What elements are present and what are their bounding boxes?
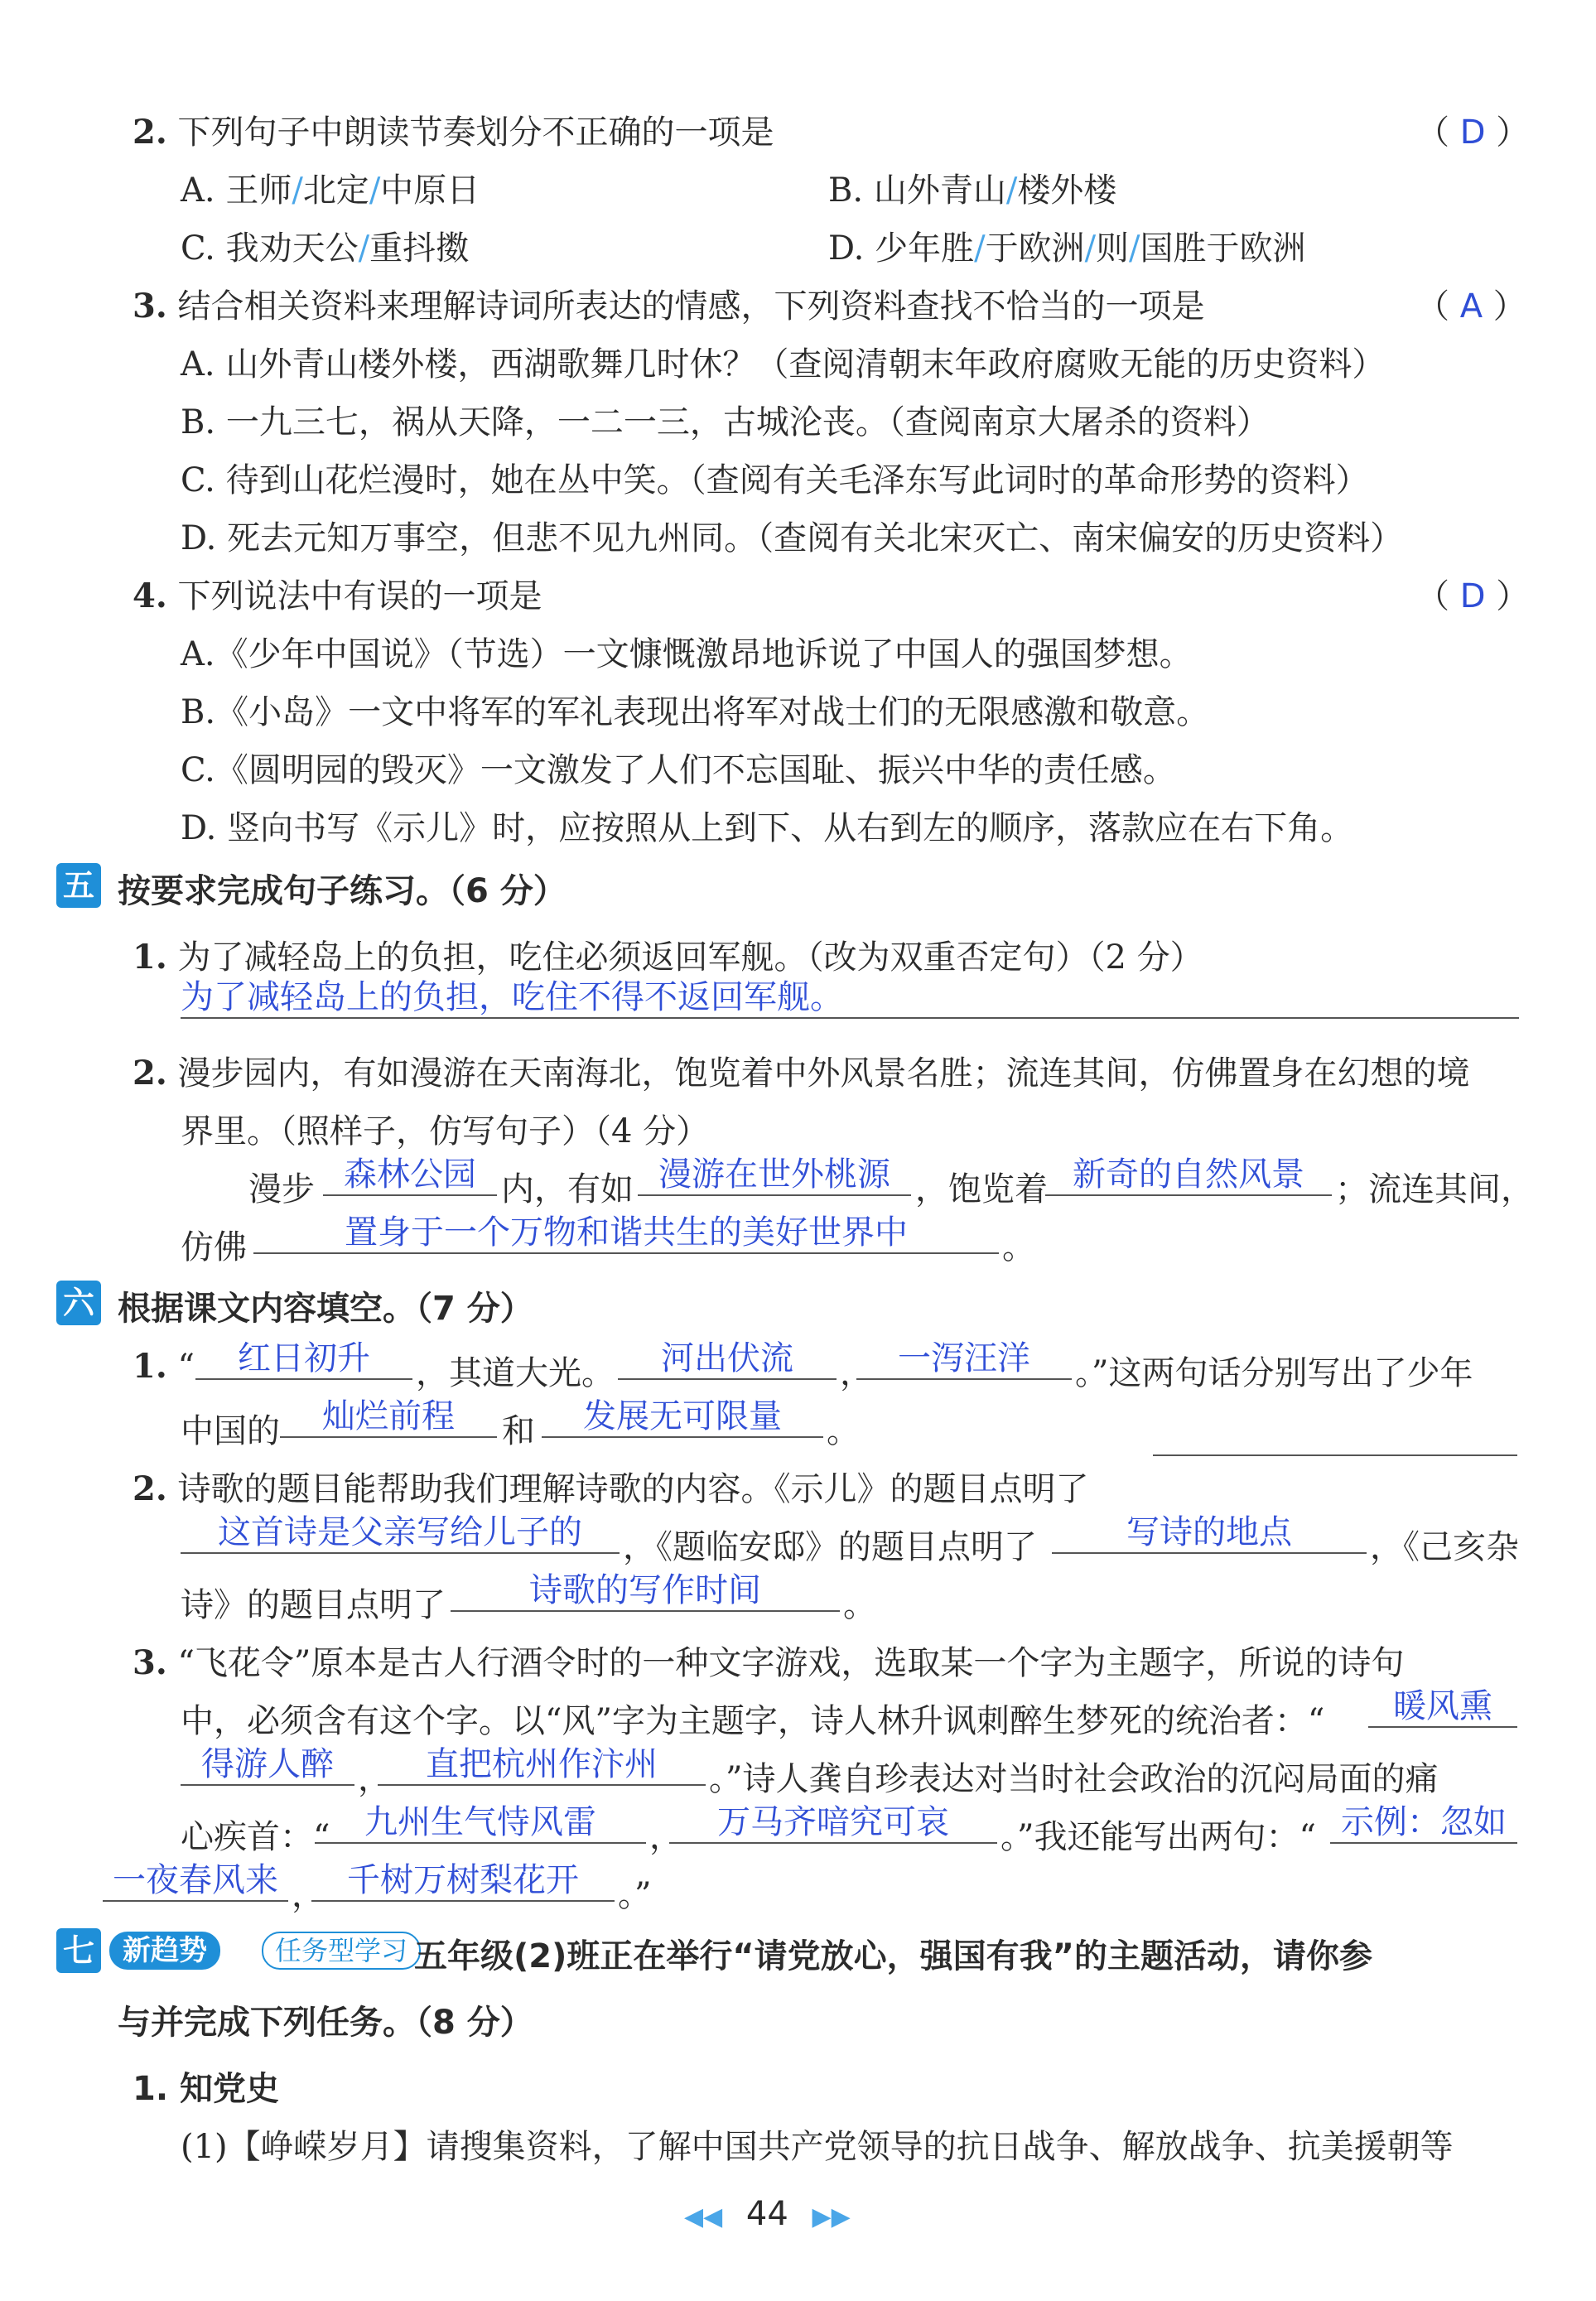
q3-option-c: C. 待到山花烂漫时，她在丛中笑。（查阅有关毛泽东写此词时的革命形势的资料） [181,461,1369,499]
s7-task-1: 1. 知党史 [133,2070,279,2108]
s6-q2-text-3: 诗》的题目点明了 [181,1586,446,1624]
s6-q3-blank-1a[interactable]: 暖风熏 [1368,1686,1517,1728]
q2-option-a: A. 王师/北定/中原日 [181,171,480,210]
s6-q3-text-2: 。”诗人龚自珍表达对当时社会政治的沉闷局面的痛 [709,1760,1439,1798]
s6-q3-text-7: 。” [618,1876,652,1914]
s6-q2-blank-2[interactable]: 写诗的地点 [1052,1512,1367,1554]
s5-q2-blank-2[interactable]: 漫游在世外桃源 [638,1155,911,1196]
q3-option-d: D. 死去元知万事空，但悲不见九州同。（查阅有关北宋灭亡、南宋偏安的历史资料） [181,519,1404,557]
q2-option-d: D. 少年胜/于欧洲/则/国胜于欧洲 [828,229,1306,268]
q3-option-b: B. 一九三七，祸从天降，一二一三，古城沦丧。（查阅南京大屠杀的资料） [181,403,1270,441]
q4-answer-paren: （ D ） [1416,577,1530,615]
s6-q1-blank-2[interactable]: 河出伏流 [618,1339,837,1380]
s6-q1-text-1: ，其道大光。 [416,1354,615,1392]
next-page-icon: ▶▶ [812,2202,851,2231]
s5-q1-answer: 为了减轻岛上的负担，吃住不得不返回军舰。 [181,978,843,1016]
s6-q1-num: 1. “ [133,1347,195,1386]
s6-q2-blank-1-tail[interactable] [1153,1454,1517,1456]
page-number-text: 44 [745,2195,788,2233]
s5-q2-prefix-3: ，饱览着 [915,1170,1048,1208]
s6-q3-text-3: 心疾首：“ [181,1818,330,1856]
section-5-title: 按要求完成句子练习。（6 分） [118,872,567,910]
s6-q2-text-1: ，《题临安邸》的题目点明了 [623,1528,1037,1566]
s6-q1-text-3: 。”这两句话分别写出了少年 [1075,1354,1473,1392]
section-6-icon: 六 [56,1281,101,1325]
s6-q2-blank-3[interactable]: 诗歌的写作时间 [451,1570,840,1612]
s6-q3-blank-5a[interactable]: 示例：忽如 [1330,1802,1517,1844]
s6-q3-blank-4[interactable]: 万马齐喑究可哀 [669,1802,997,1844]
s5-q1-answer-line[interactable] [181,977,1519,1019]
section-7-title-1: 五年级(2)班正在举行“请党放心，强国有我”的主题活动，请你参 [414,1937,1372,1975]
s5-q2-blank-1[interactable]: 森林公园 [323,1155,497,1196]
q2-answer-paren: （ D ） [1416,113,1530,152]
q4-option-a: A.《少年中国说》（节选）一文慷慨激昂地诉说了中国人的强国梦想。 [181,635,1193,673]
s6-q3-blank-6[interactable]: 千树万树梨花开 [311,1860,615,1902]
q2-stem: 2. 下列句子中朗读节奏划分不正确的一项是 [133,113,774,152]
q4-stem: 4. 下列说法中有误的一项是 [133,576,542,615]
s7-task-1-1: (1)【峥嵘岁月】请搜集资料，了解中国共产党领导的抗日战争、解放战争、抗美援朝等 [181,2128,1454,2166]
q3-stem: 3. 结合相关资料来理解诗词所表达的情感，下列资料查找不恰当的一项是 [133,287,1205,326]
q3-answer: A [1459,287,1483,326]
s6-q1-text-5: 和 [502,1412,535,1450]
section-5-icon: 五 [56,863,101,908]
s5-q1-stem: 1. 为了减轻岛上的负担，吃住必须返回军舰。（改为双重否定句）（2 分） [133,938,1203,977]
section-7-title-2: 与并完成下列任务。（8 分） [118,2004,533,2042]
section-7-icon: 七 [56,1928,101,1973]
s6-q2-blank-1[interactable]: 这首诗是父亲写给儿子的 [181,1512,620,1554]
s6-q1-blank-4[interactable]: 灿烂前程 [280,1397,497,1438]
s5-q2-stem: 2. 漫步园内，有如漫游在天南海北，饱览着中外风景名胜；流连其间，仿佛置身在幻想的境 [133,1054,1470,1093]
s6-q3-text-6: ， [292,1876,325,1914]
s6-q2-text-2: ，《己亥杂 [1370,1528,1519,1566]
s6-q3-blank-2[interactable]: 直把杭州作汴州 [378,1744,706,1786]
s6-q3-text-5: 。”我还能写出两句：“ [1001,1818,1316,1856]
s5-q2-prefix-2: 内，有如 [501,1170,634,1208]
s6-q1-text-6: 。 [827,1412,860,1450]
s6-q1-text-2: ， [840,1354,873,1392]
q4-option-c: C.《圆明园的毁灭》一文激发了人们不忘国耻、振兴中华的责任感。 [181,751,1176,789]
s6-q1-text-4: 中国的 [181,1412,280,1450]
s6-q3-stem: 3. “飞花令”原本是古人行酒令时的一种文字游戏，选取某一个字为主题字，所说的诗句 [133,1643,1405,1682]
q3-answer-paren: （ A ） [1416,287,1526,326]
new-trend-tag: 新趋势 [109,1932,220,1970]
s5-q2-prefix-6: 。 [1002,1228,1035,1266]
q2-option-b: B. 山外青山/楼外楼 [828,171,1117,210]
prev-page-icon: ◀◀ [684,2202,723,2231]
q4-option-b: B.《小岛》一文中将军的军礼表现出将军对战士们的无限感激和敬意。 [181,693,1210,731]
s5-q2-stem-cont: 界里。（照样子，仿写句子）（4 分） [181,1112,710,1150]
s6-q1-blank-5[interactable]: 发展无可限量 [542,1397,823,1438]
section-6-title: 根据课文内容填空。（7 分） [118,1290,533,1328]
s5-q2-prefix-5: 仿佛 [181,1228,247,1266]
s5-q2-prefix-1: 漫步 [248,1170,315,1208]
q3-option-a: A. 山外青山楼外楼，西湖歌舞几时休？（查阅清朝末年政府腐败无能的历史资料） [181,345,1386,384]
s6-q3-blank-3[interactable]: 九州生气恃风雷 [315,1802,646,1844]
q4-answer: D [1459,577,1486,615]
s6-q3-text-4: ， [649,1818,682,1856]
q2-answer: D [1459,113,1486,152]
q2-option-c: C. 我劝天公/重抖擞 [181,229,470,268]
s6-q1-blank-1[interactable]: 红日初升 [195,1339,412,1380]
s6-q2-text-4: 。 [843,1586,876,1624]
s6-q3-stem-2: 中，必须含有这个字。以“风”字为主题字，诗人林升讽刺醉生梦死的统治者：“ [181,1702,1325,1740]
s5-q2-blank-4[interactable]: 置身于一个万物和谐共生的美好世界中 [253,1213,999,1254]
s6-q1-blank-3[interactable]: 一泻汪洋 [856,1339,1072,1380]
q4-option-d: D. 竖向书写《示儿》时，应按照从上到下、从右到左的顺序，落款应在右下角。 [181,809,1354,847]
s6-q2-stem: 2. 诗歌的题目能帮助我们理解诗歌的内容。《示儿》的题目点明了 [133,1469,1089,1508]
s5-q2-prefix-4: ；流连其间， [1335,1170,1534,1208]
page-number [684,2195,851,2233]
task-learning-tag: 任务型学习 [262,1932,421,1970]
s6-q3-blank-1b[interactable]: 得游人醉 [181,1744,354,1786]
s6-q3-text-1: ， [358,1760,391,1798]
s6-q3-blank-5b[interactable]: 一夜春风来 [103,1860,288,1902]
s5-q2-blank-3[interactable]: 新奇的自然风景 [1045,1155,1332,1196]
